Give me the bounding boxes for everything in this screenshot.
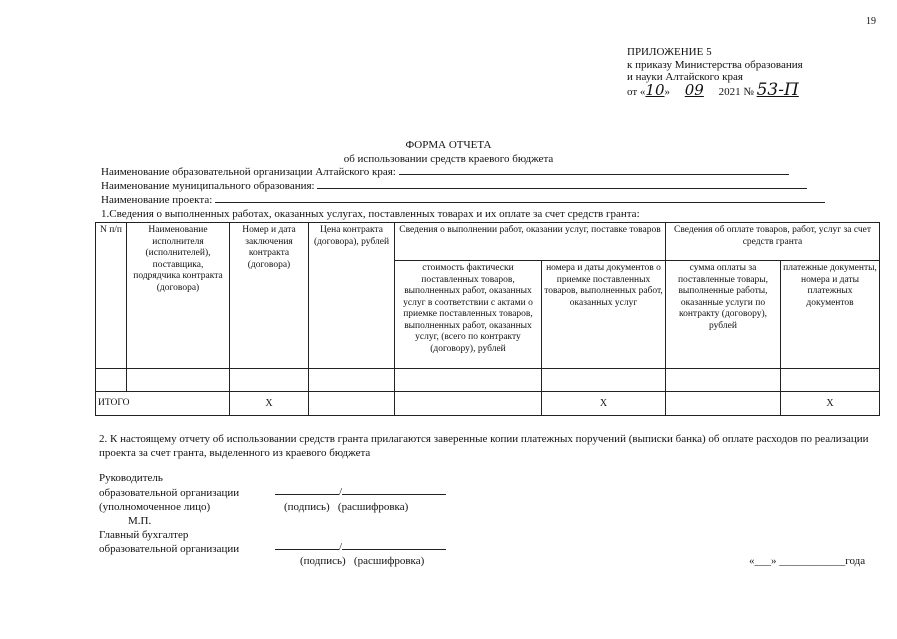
head-label-1: Руководитель (99, 472, 163, 484)
total-price-cell[interactable] (309, 392, 395, 416)
date-mid: » (664, 85, 671, 98)
decode-caption: (расшифровка) (353, 555, 425, 567)
page-number: 19 (866, 16, 876, 27)
table-cell[interactable] (309, 369, 395, 392)
header-executor: Наименование исполнителя (исполнителей), поставщика, подрядчика контракта (договора) (127, 223, 230, 369)
section2-paragraph: 2. К настоящему отчету об использовании средств гранта прилагаются заверенные копии платежных поручений (выписки банка) об оплате расходов по реализации проекта за счет гранта, выделенного из краевого бюджета (99, 433, 869, 459)
head-decode-blank[interactable] (342, 486, 446, 495)
total-contract-x: Х (230, 392, 309, 416)
date-field (749, 554, 865, 569)
accountant-signature-line (275, 540, 446, 555)
table-cell[interactable] (96, 369, 127, 392)
date-year-label: года (845, 555, 866, 567)
total-row (96, 392, 880, 416)
header-cost: стоимость фактически поставленных товаров, выполненных работ, оказанных услуг в соответствии с актами о приемке поставленных товаров, выполненных работ, оказанных услуг, (всего по контракту (договору), рублей (395, 261, 542, 369)
date-month-blank[interactable]: ____________ (779, 555, 846, 567)
project-field (101, 194, 825, 206)
header-payment-docs: платежные документы, номера и даты платежных документов (781, 261, 880, 369)
table-cell[interactable] (127, 369, 230, 392)
municipality-line[interactable] (317, 180, 807, 189)
order-number: 53-П (756, 79, 799, 100)
acc-sign-blank[interactable] (275, 541, 339, 550)
header-price: Цена контракта (договора), рублей (309, 223, 395, 369)
head-label-2: образовательной организации (99, 487, 240, 499)
table-cell[interactable] (230, 369, 309, 392)
acc-decode-blank[interactable] (342, 541, 446, 550)
total-acts-x: Х (542, 392, 666, 416)
header-num: N п/п (96, 223, 127, 369)
head-sign-blank[interactable] (275, 486, 339, 495)
head-sign-caption (284, 500, 408, 515)
header-contract: Номер и дата заключения контракта (договора) (230, 223, 309, 369)
sign-caption: (подпись) (284, 501, 330, 513)
table-cell[interactable] (395, 369, 542, 392)
section1-heading: 1.Сведения о выполненных работах, оказанных услугах, поставленных товарах и их оплате за счет средств гранта: (101, 208, 640, 220)
total-label: ИТОГО (96, 392, 230, 416)
appendix-ministry: и науки Алтайского края (627, 71, 743, 83)
table-cell[interactable] (666, 369, 781, 392)
form-subtitle: об использовании средств краевого бюджета (343, 153, 554, 165)
decode-caption: (расшифровка) (337, 501, 409, 513)
appendix-block (627, 46, 803, 98)
date-year: 2021 № (718, 85, 754, 98)
appendix-order: к приказу Министерства образования (627, 58, 803, 71)
municipality-label: Наименование муниципального образования: (101, 180, 315, 192)
accountant-label-1: Главный бухгалтер (99, 529, 189, 541)
sign-caption: (подпись) (300, 555, 346, 567)
head-signature-line (275, 485, 446, 500)
date-prefix: от « (627, 85, 646, 98)
project-line[interactable] (215, 194, 825, 203)
stamp-label: М.П. (128, 515, 152, 527)
total-docs-x: Х (781, 392, 880, 416)
project-label: Наименование проекта: (101, 194, 213, 206)
report-table (95, 222, 880, 416)
municipality-field (101, 180, 807, 192)
total-paid-cell[interactable] (666, 392, 781, 416)
org-line[interactable] (399, 166, 789, 175)
header-paid-amount: сумма оплаты за поставленные товары, выполненные работы, оказанные услуги по контракту (договору), рублей (666, 261, 781, 369)
head-label-3: (уполномоченное лицо) (99, 501, 211, 513)
table-cell[interactable] (781, 369, 880, 392)
slash: / (339, 486, 343, 498)
appendix-title: ПРИЛОЖЕНИЕ 5 (627, 46, 712, 58)
date-month: 09 (684, 80, 704, 99)
header-acceptance-docs: номера и даты документов о приемке поставленных товаров, выполненных работ, оказанных услуг (542, 261, 666, 369)
table-row (96, 369, 880, 392)
slash: / (339, 541, 343, 553)
total-cost-cell[interactable] (395, 392, 542, 416)
form-title: ФОРМА ОТЧЕТА (405, 139, 492, 151)
org-label: Наименование образовательной организации Алтайского края: (101, 166, 396, 178)
org-field (101, 166, 789, 178)
date-day-blank[interactable]: «___» (749, 555, 777, 567)
header-performance: Сведения о выполнении работ, оказании услуг, поставке товаров (395, 223, 666, 261)
table-cell[interactable] (542, 369, 666, 392)
date-day: 10 (645, 80, 665, 99)
accountant-sign-caption (300, 554, 424, 569)
header-payment: Сведения об оплате товаров, работ, услуг за счет средств гранта (666, 223, 880, 261)
appendix-date-line (627, 79, 803, 100)
accountant-label-2: образовательной организации (99, 543, 240, 555)
